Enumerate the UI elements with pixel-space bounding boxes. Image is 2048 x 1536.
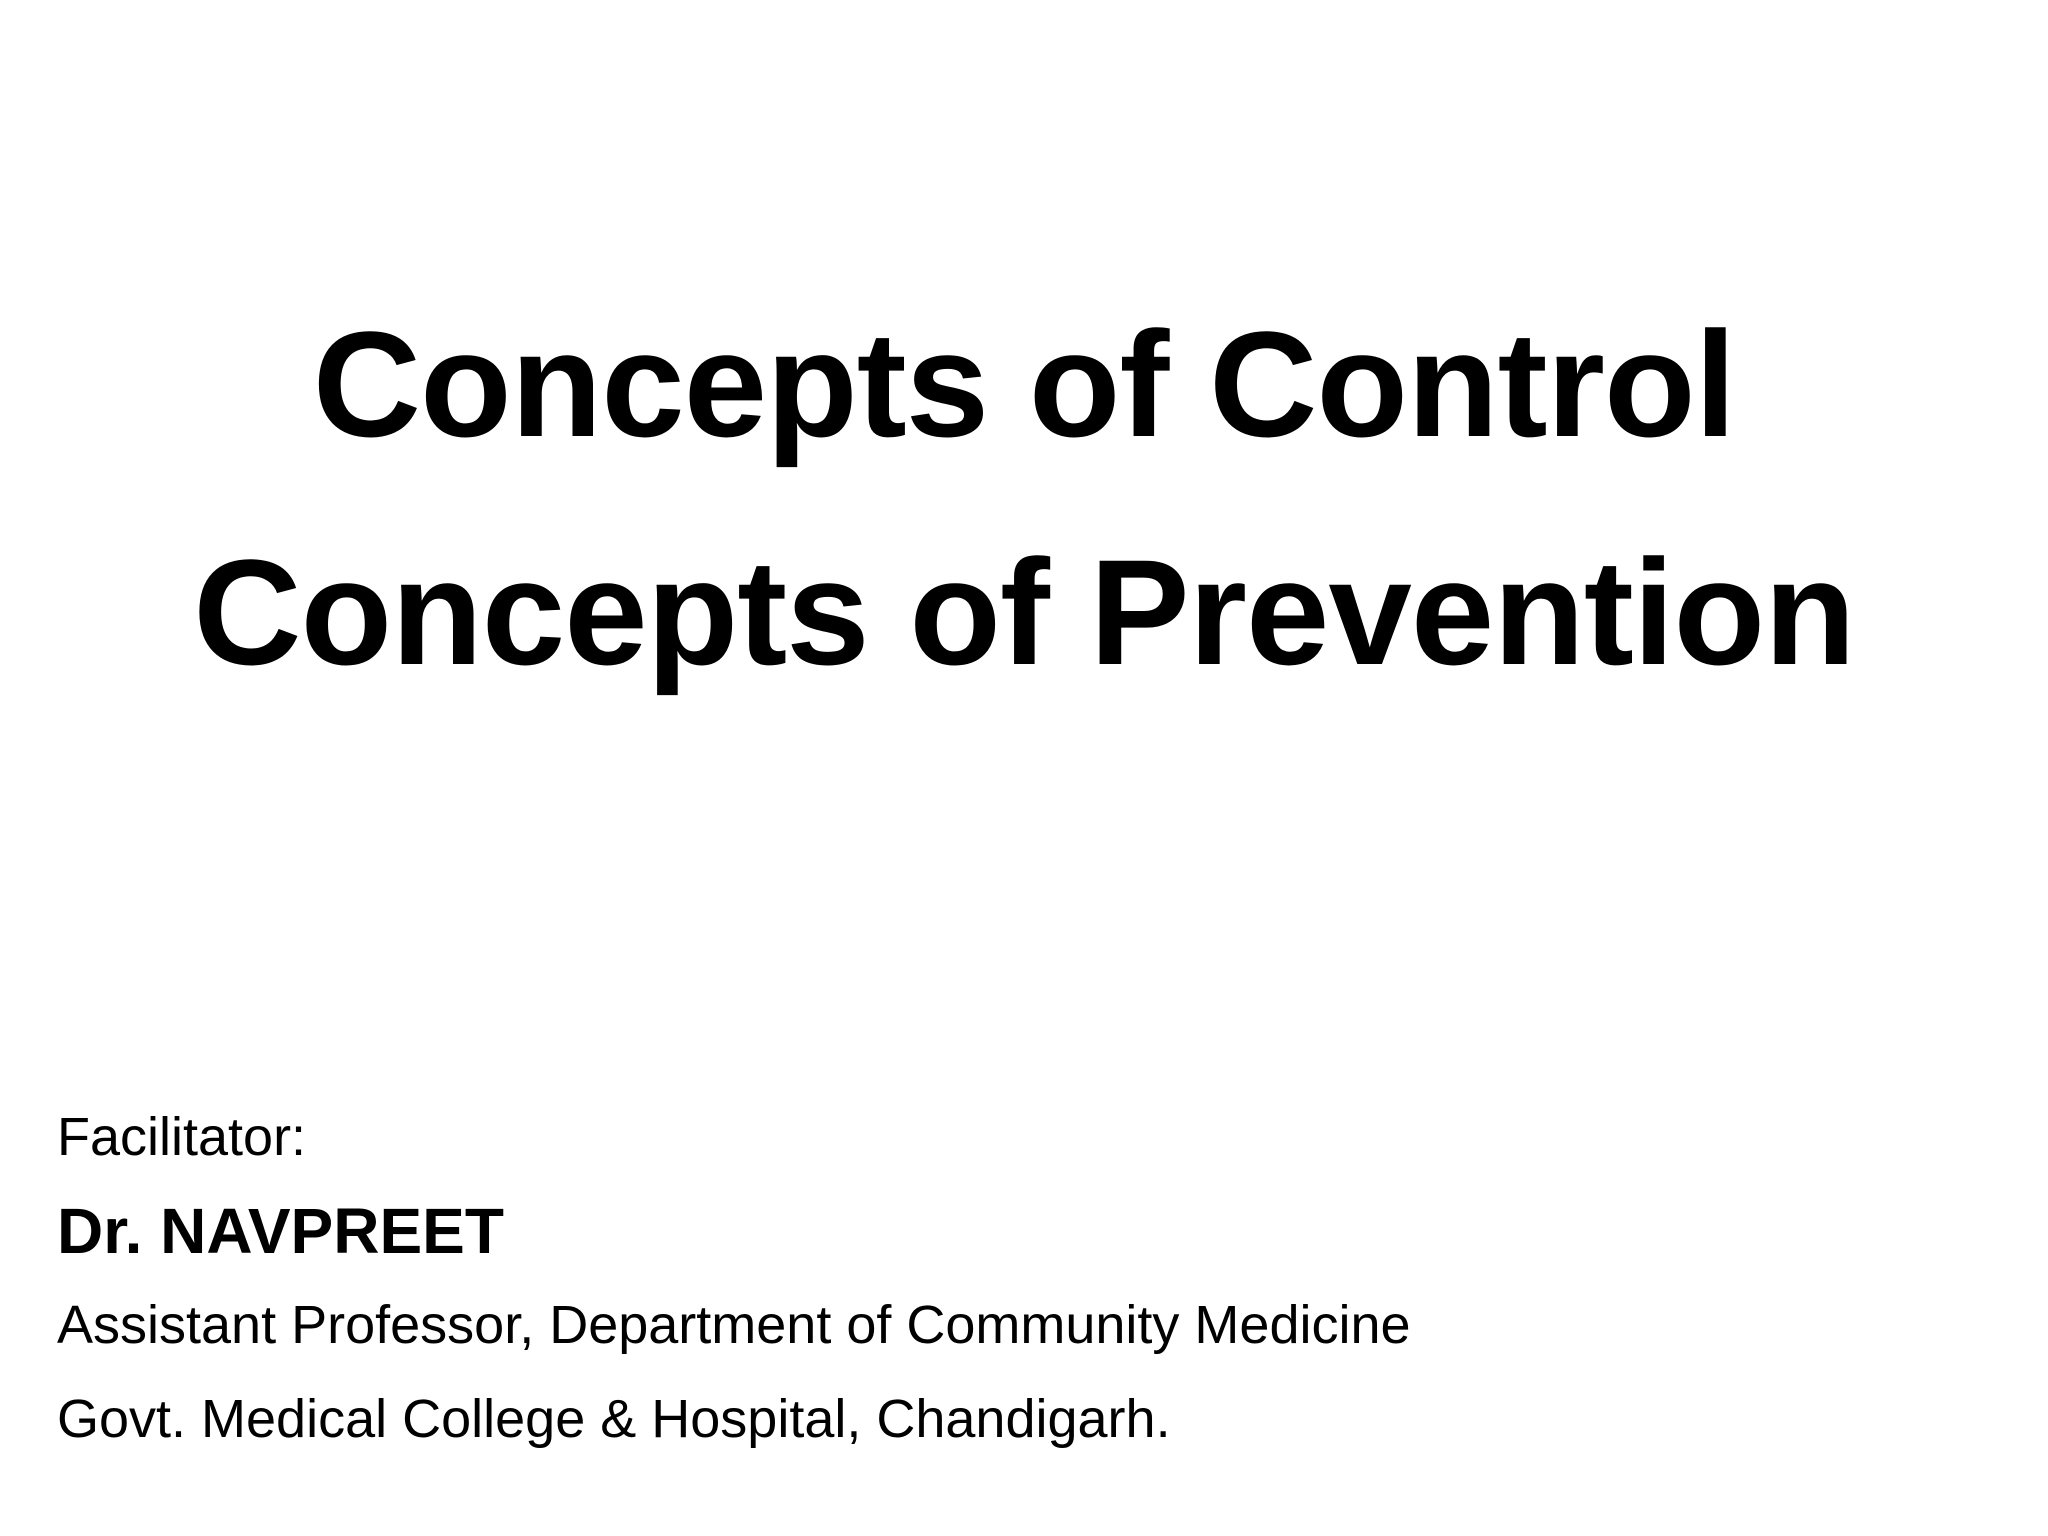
facilitator-label: Facilitator: [57,1107,307,1167]
slide-title [0,270,2048,726]
title-line-prevention: Concepts of Prevention [193,528,1855,696]
presenter-position: Assistant Professor, Department of Community Medicine [57,1295,1411,1355]
presenter-name: Dr. NAVPREET [57,1195,504,1267]
presenter-credits [57,1090,1957,1466]
title-line-control: Concepts of Control [312,300,1736,468]
presenter-institution: Govt. Medical College & Hospital, Chandigarh. [57,1389,1171,1449]
